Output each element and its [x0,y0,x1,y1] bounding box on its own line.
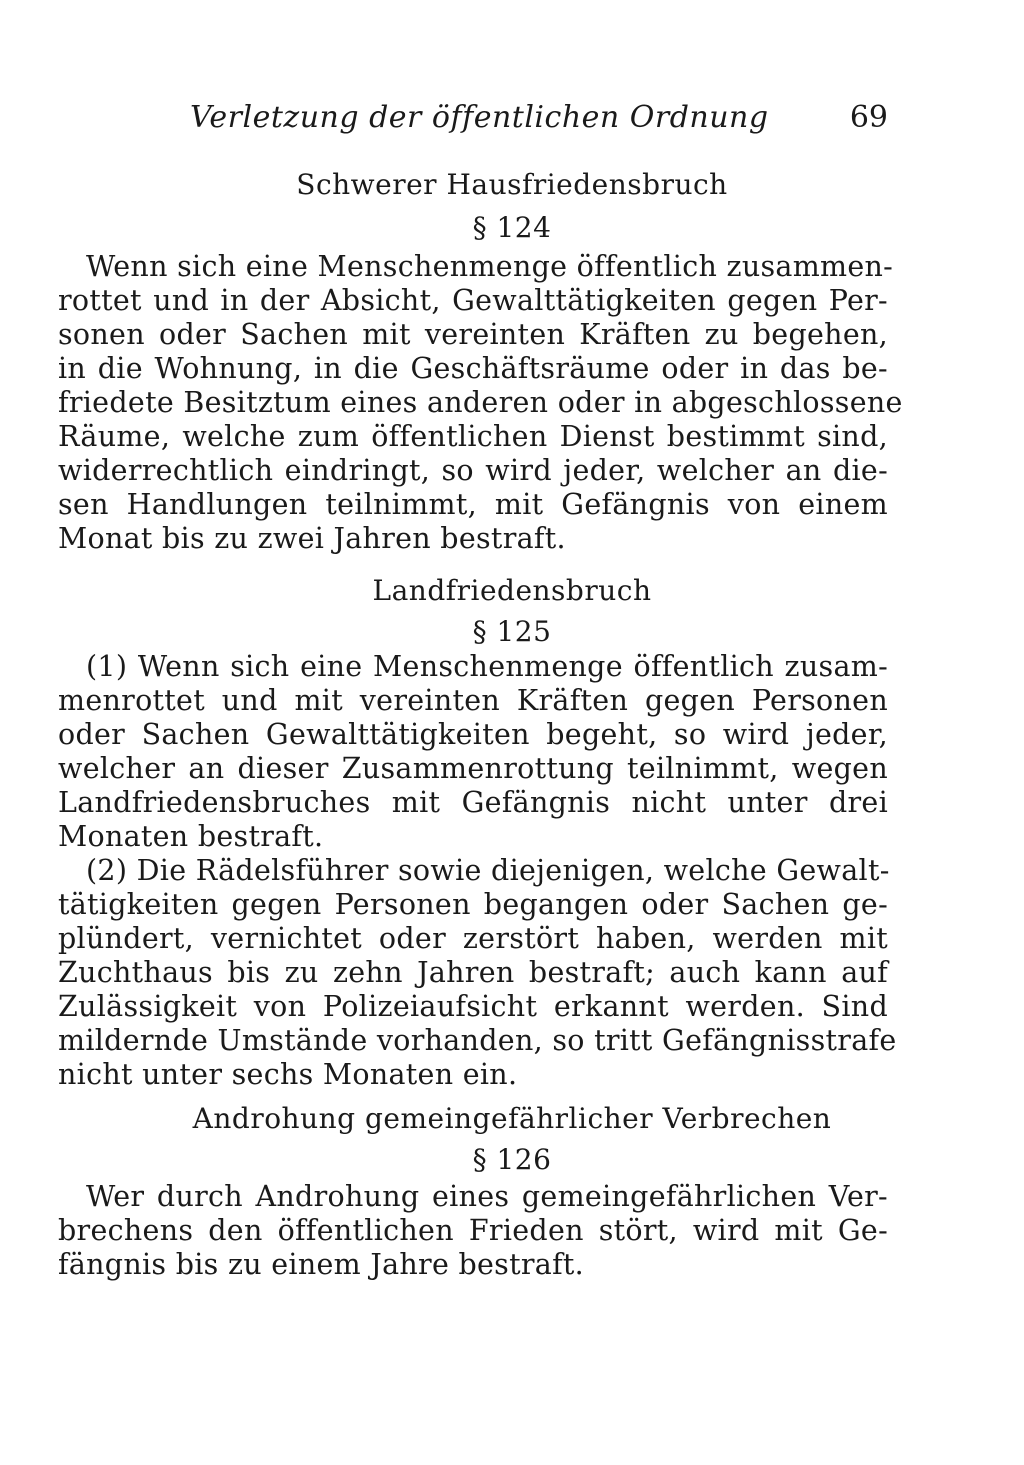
paragraph-sign-124: § 124 [472,211,552,244]
text-line: Räume, welche zum öffentlichen Dienst bestimmt sind, [58,420,888,453]
text-line: brechens den öffentlichen Frieden stört, wird mit Ge- [58,1214,888,1247]
text-line: fängnis bis zu einem Jahre bestraft. [58,1248,585,1281]
text-line: mildernde Umstände vorhanden, so tritt Gefängnisstrafe [58,1024,897,1057]
paragraph-sign-125: § 125 [472,615,552,648]
text-line: Landfriedensbruches mit Gefängnis nicht unter drei [58,786,888,819]
text-line: tätigkeiten gegen Personen begangen oder Sachen ge- [58,888,888,921]
text-line: (2) Die Rädelsführer sowie diejenigen, welche Gewalt- [86,854,890,887]
text-line: rottet und in der Absicht, Gewalttätigkeiten gegen Per- [58,284,888,317]
paragraph-sign-126: § 126 [472,1143,552,1176]
text-line: Monaten bestraft. [58,820,324,853]
page-number: 69 [849,100,888,135]
section-heading-124: Schwerer Hausfriedensbruch [296,168,728,201]
text-line: plündert, vernichtet oder zerstört haben, werden mit [58,922,888,955]
text-line: Monat bis zu zwei Jahren bestraft. [58,522,566,555]
text-line: sen Handlungen teilnimmt, mit Gefängnis von einem [58,488,888,521]
text-line: Zulässigkeit von Polizeiaufsicht erkannt werden. Sind [58,990,888,1023]
text-line: sonen oder Sachen mit vereinten Kräften zu begehen, [58,318,888,351]
text-line: oder Sachen Gewalttätigkeiten begeht, so wird jeder, [58,718,888,751]
section-124-text [58,250,903,556]
text-line: Wenn sich eine Menschenmenge öffentlich zusammen- [86,250,894,283]
text-line: friedete Besitztum eines anderen oder in abgeschlossene [58,386,903,419]
text-line: welcher an dieser Zusammenrottung teilnimmt, wegen [58,752,888,785]
running-head [190,100,888,136]
text-line: menrottet und mit vereinten Kräften gegen Personen [58,684,888,717]
running-head-title: Verletzung der öffentlichen Ordnung [190,100,769,135]
text-line: Wer durch Androhung eines gemeingefährlichen Ver- [86,1180,888,1213]
section-126-text [58,1180,888,1282]
text-line: widerrechtlich eindringt, so wird jeder, welcher an die- [58,454,888,487]
text-line: (1) Wenn sich eine Menschenmenge öffentlich zusam- [86,650,888,683]
text-line: in die Wohnung, in die Geschäftsräume oder in das be- [58,352,888,385]
text-line: nicht unter sechs Monaten ein. [58,1058,518,1091]
text-line: Zuchthaus bis zu zehn Jahren bestraft; auch kann auf [58,956,888,989]
section-125-text [58,650,897,1092]
section-heading-125: Landfriedensbruch [372,574,652,607]
section-heading-126: Androhung gemeingefährlicher Verbrechen [192,1102,832,1135]
